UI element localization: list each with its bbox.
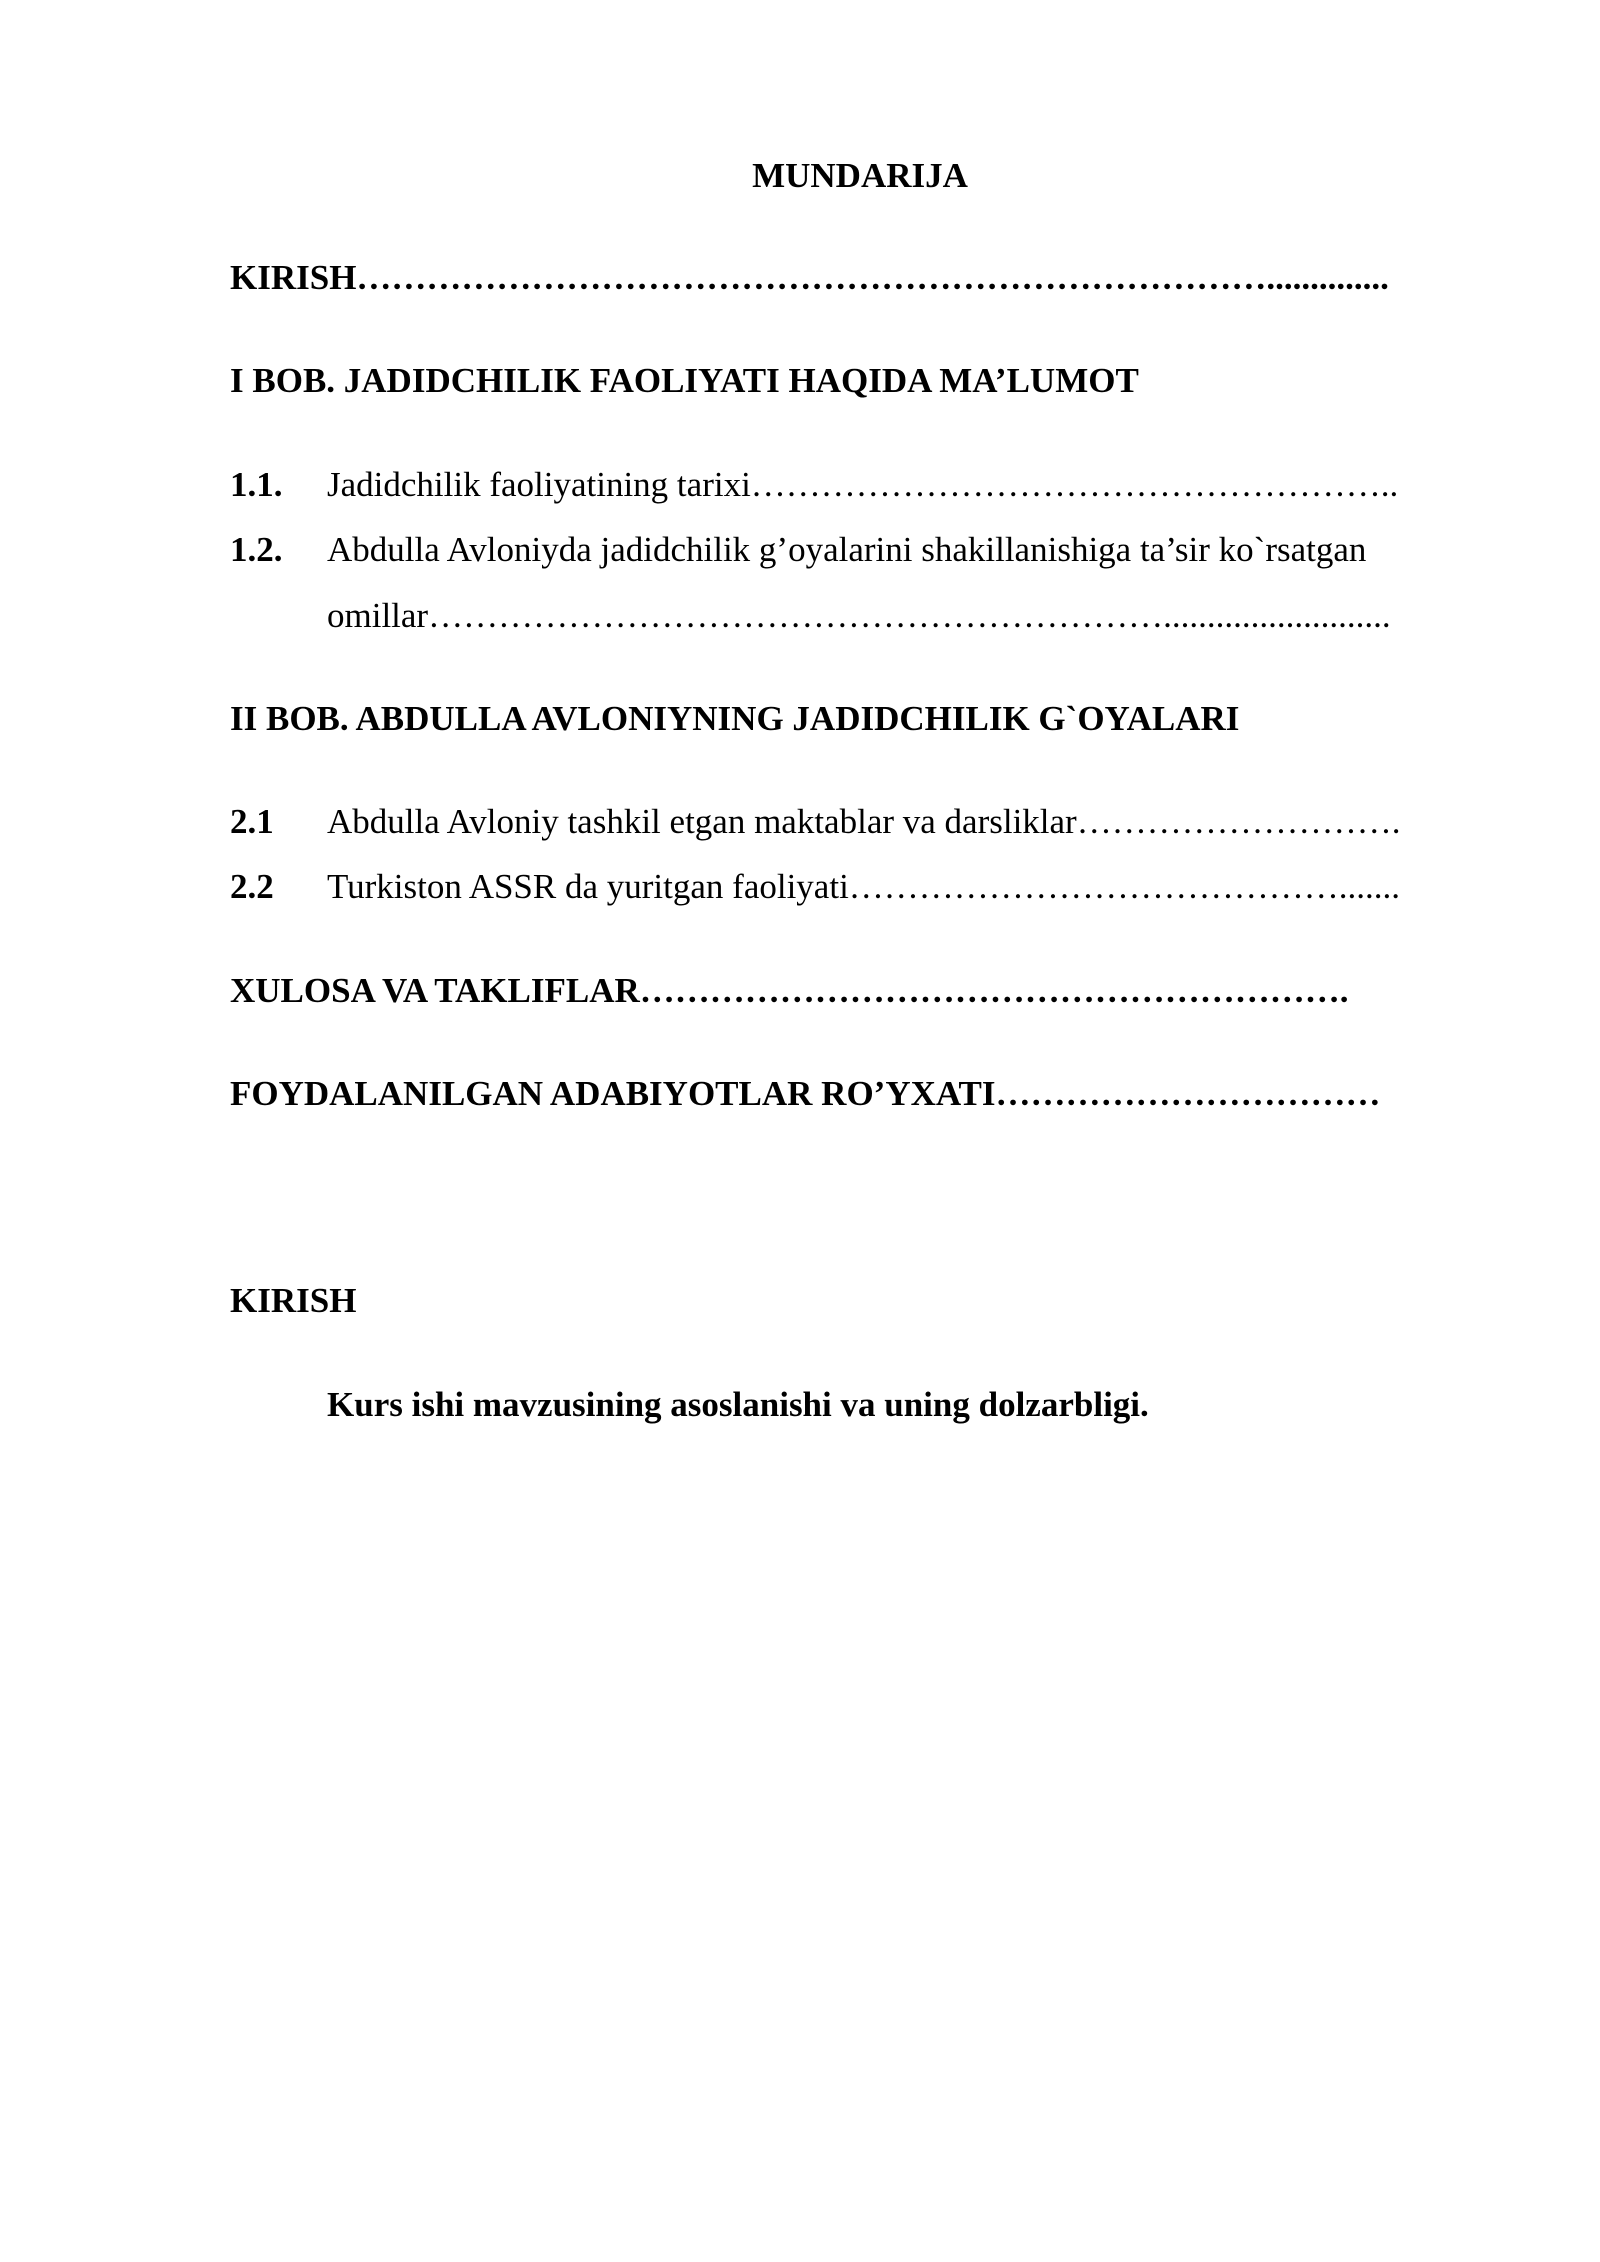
- toc-item-text: Turkiston ASSR da yuritgan faoliyati…………………………………….......: [327, 867, 1401, 906]
- toc-item-text: Abdulla Avloniyda jadidchilik g’oyalarini shakillanishiga ta’sir ko`rsatgan: [327, 530, 1367, 569]
- toc-chapter-1-title: I BOB. JADIDCHILIK FAOLIYATI HAQIDA MA’LUMOT: [230, 361, 1139, 400]
- toc-item-number: 2.1: [230, 802, 274, 841]
- intro-subheading: Kurs ishi mavzusining asoslanishi va uning dolzarbligi.: [327, 1385, 1149, 1424]
- toc-item-text: Jadidchilik faoliyatining tarixi………………………………………………..: [327, 465, 1399, 504]
- intro-heading: KIRISH: [230, 1281, 357, 1320]
- toc-item-number: 2.2: [230, 867, 274, 906]
- toc-title: MUNDARIJA: [752, 156, 968, 195]
- toc-item-text-continuation: omillar………………………………………………………..........................: [327, 596, 1391, 635]
- toc-item-text: Abdulla Avloniy tashkil etgan maktablar va darsliklar……………………….: [327, 802, 1401, 841]
- toc-item-number: 1.1.: [230, 465, 283, 504]
- toc-item-number: 1.2.: [230, 530, 283, 569]
- toc-entry-references: FOYDALANILGAN ADABIYOTLAR RO’YXATI……………………………: [230, 1074, 1381, 1113]
- toc-entry-conclusions: XULOSA VA TAKLIFLAR…………………………………………………….: [230, 971, 1349, 1010]
- toc-entry-kirish: KIRISH……………………………………………………………………..............: [230, 258, 1389, 297]
- toc-chapter-2-title: II BOB. ABDULLA AVLONIYNING JADIDCHILIK G`OYALARI: [230, 699, 1240, 738]
